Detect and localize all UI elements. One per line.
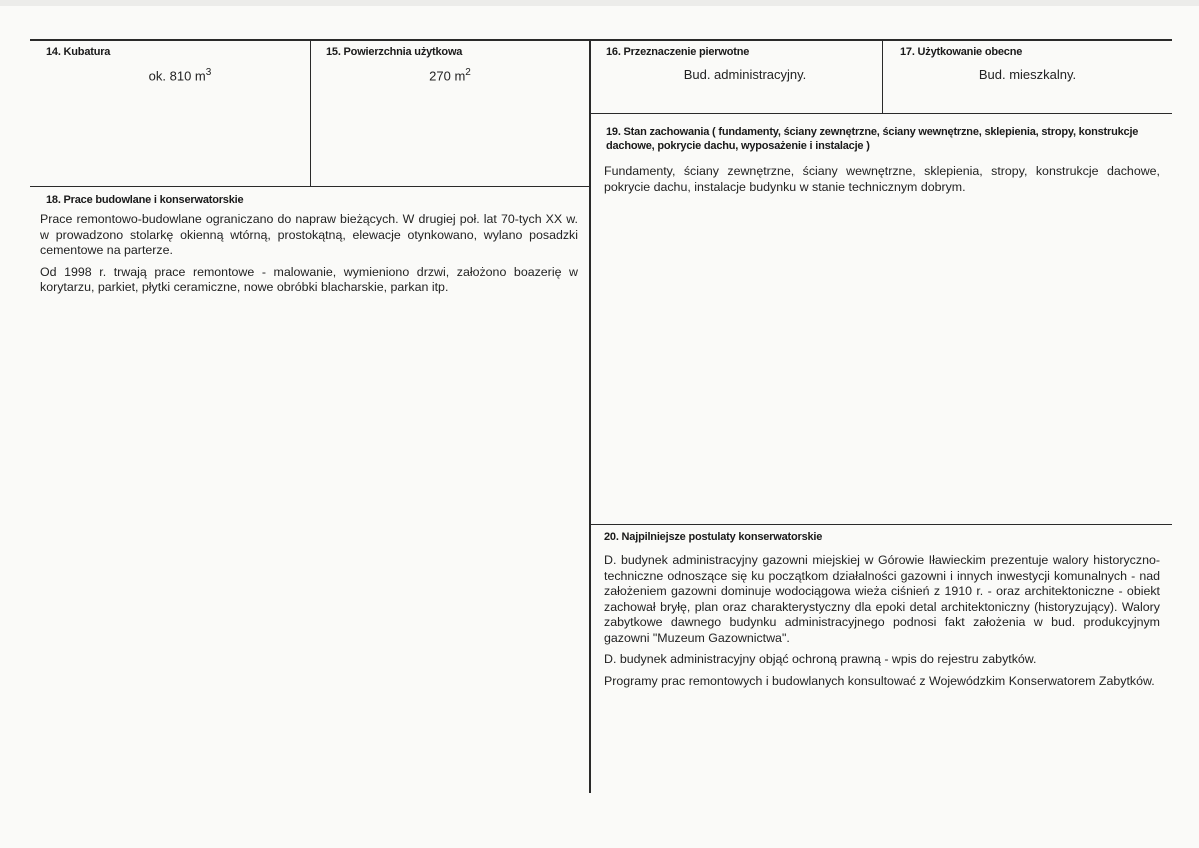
cubature-value: ok. 810 m [148,68,206,84]
divider-main [589,40,591,793]
rule-below-16-17 [590,113,1172,114]
cell-20-paragraph: D. budynek administracyjny objąć ochroną prawną - wpis do rejestru zabytków. [604,652,1037,666]
cell-16-title: 16. Przeznaczenie pierwotne [606,46,750,58]
cell-15-value [340,65,560,84]
cell-18-paragraph: Od 1998 r. trwają prace remontowe - malowanie, wymieniono drzwi, założono boazerię w korytarzu, parkiet, płytki ceramiczne, nowe obróbki blacharskie, parkan itp. [40,264,578,294]
divider-14-15 [310,40,311,187]
cell-17-title: 17. Użytkowanie obecne [900,46,1023,58]
rule-above-20 [590,524,1172,525]
cell-19-text [604,164,1160,201]
card-top-edge [0,0,1199,6]
area-value: 270 m [429,68,466,84]
area-unit-exponent: 2 [465,67,471,78]
top-rule [30,39,1172,41]
divider-16-17 [882,40,883,113]
cell-20-text [604,553,1160,695]
cell-14-value [80,65,280,84]
cell-19-title: 19. Stan zachowania ( fundamenty, ściany zewnętrzne, ściany wewnętrzne, sklepienia, stropy, konstrukcje dachowe, pokrycie dachu, wyposażenie i instalacje ) [606,126,1139,152]
rule-below-14-15 [30,186,590,187]
cell-16-value: Bud. administracyjny. [683,67,807,82]
cell-20-title: 20. Najpilniejsze postulaty konserwatorskie [604,531,823,543]
cell-14-title: 14. Kubatura [46,46,111,58]
cell-19-paragraph: Fundamenty, ściany zewnętrzne, ściany wewnętrzne, sklepienia, stropy, konstrukcje dachowe, pokrycie dachu, instalacje budynku w stanie technicznym dobrym. [604,164,1160,194]
cell-15-title: 15. Powierzchnia użytkowa [326,46,463,58]
cell-18-paragraph: Prace remontowo-budowlane ograniczano do napraw bieżących. W drugiej poł. lat 70-tych XX w. w prowadzono stolarkę okienną wtórną, prostokątną, elewacje otynkowano, wylano posadzki cementowe na parterze. [40,212,578,257]
cell-18-title: 18. Prace budowlane i konserwatorskie [46,194,244,206]
cubature-unit-exponent: 3 [205,67,212,78]
cell-17-value: Bud. mieszkalny. [978,67,1077,82]
cell-20-paragraph: Programy prac remontowych i budowlanych konsultować z Wojewódzkim Konserwatorem Zabytków. [604,673,1155,688]
cell-20-paragraph: D. budynek administracyjny gazowni miejskiej w Górowie Iławieckim prezentuje walory historyczno-techniczne odnoszące się ku początkom działalności gazowni i innych inwestycji komunalnych - nad założeniem gazowni dominuje wodociągowa wieża ciśnień z 1910 r. - oraz architektoniczne - obiekt zachował bryłę, plan oraz charakterystyczny dla epoki detal architektoniczny (historyzujący). Walory zabytkowe dawnego budynku administracyjnego podnosi fakt założenia w bud. produkcyjnym gazowni "Muzeum Gazownictwa". [604,553,1160,645]
cell-18-text [40,212,578,302]
